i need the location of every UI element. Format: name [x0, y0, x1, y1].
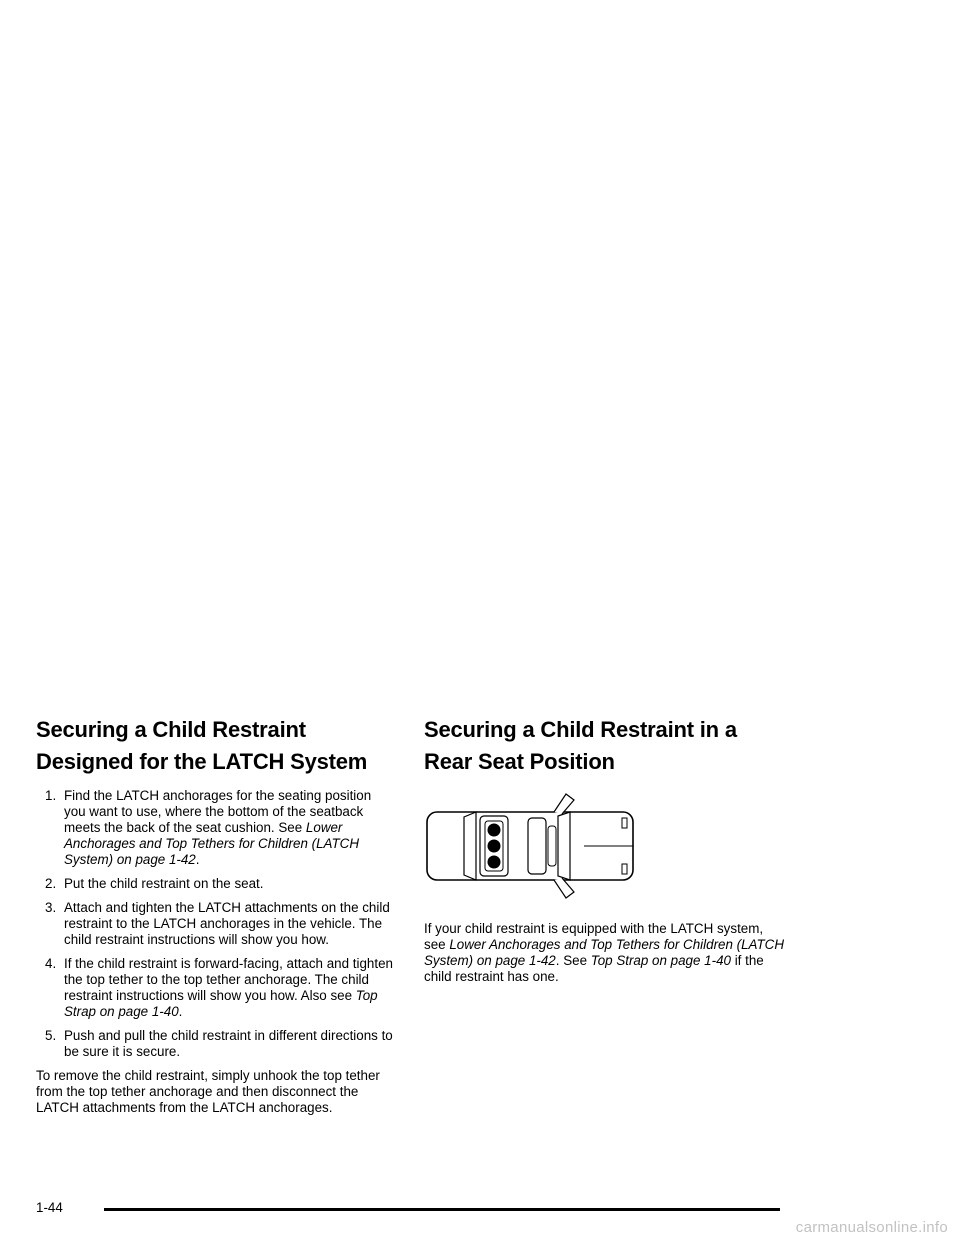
list-item: 1. Find the LATCH anchorages for the seating position you want to use, where the bottom of the seatback meets the back of the seat cushion. See Lower Anchorages and Top Tethers for Children (LATCH System) on page 1-42. — [45, 788, 372, 867]
step-text: Put the child restraint on the seat. — [64, 876, 264, 891]
page-number: 1-44 — [36, 1200, 63, 1215]
left-column — [36, 714, 396, 1116]
list-item — [36, 900, 396, 948]
cross-reference-link[interactable]: Top Strap on page 1-40 — [64, 988, 378, 1019]
cross-reference-link[interactable]: Top Strap on page 1-40 — [590, 953, 731, 968]
latch-steps-list — [36, 788, 396, 1060]
right-column — [424, 714, 784, 985]
step-text: Find the LATCH anchorages for the seating position you want to use, where the bottom of the seatback meets the back of the seat cushion. See — [64, 788, 372, 835]
center-console — [548, 826, 556, 866]
footer-rule — [104, 1208, 780, 1211]
cross-reference-link[interactable]: Lower Anchorages and Top Tethers for Children (LATCH System) on page 1-42 — [424, 937, 785, 968]
right-mirror — [554, 878, 574, 898]
rear-window — [464, 812, 476, 880]
list-item — [36, 1028, 396, 1060]
front-seats — [528, 818, 546, 874]
rear-seat-section-heading: Securing a Child Restraint in a Rear Seat Position — [424, 717, 737, 774]
latch-section-heading: Securing a Child Restraint Designed for the LATCH System — [36, 717, 368, 774]
child-restraint-center-icon — [488, 840, 501, 853]
left-mirror — [554, 794, 574, 814]
step-number: 4. — [45, 956, 57, 971]
step-text: Attach and tighten the LATCH attachments on the child restraint to the LATCH anchorages in the vehicle. The child restraint instructions will show you how. — [64, 900, 390, 947]
child-restraint-left-icon — [488, 824, 501, 837]
headlight-left — [622, 818, 627, 828]
headlight-right — [622, 864, 627, 874]
cross-reference-link[interactable]: Lower Anchorages and Top Tethers for Children (LATCH System) on page 1-42 — [64, 820, 359, 867]
step-number: 2. — [45, 876, 57, 891]
watermark: carmanualsonline.info — [795, 1219, 948, 1236]
list-item: 4. If the child restraint is forward-facing, attach and tighten the top tether to the top tether anchorage. The child restraint instructions will show you how. Also see Top Strap on page 1-40. — [45, 956, 393, 1019]
removal-instructions: To remove the child restraint, simply unhook the top tether from the top tether anchorage and then disconnect the LATCH attachments from the LATCH anchorages. — [36, 1068, 380, 1115]
step-number: 1. — [45, 788, 57, 803]
rear-seat-instructions: If your child restraint is equipped with the LATCH system, see Lower Anchorages and Top Tethers for Children (LATCH System) on page 1-42. See Top Strap on page 1-40 if the child restraint has one. — [424, 921, 785, 984]
list-item — [36, 876, 396, 892]
step-text: Push and pull the child restraint in different directions to be sure it is secure. — [64, 1028, 393, 1059]
child-restraint-right-icon — [488, 856, 501, 869]
vehicle-top-view-diagram — [424, 790, 636, 900]
step-number: 5. — [45, 1028, 57, 1043]
windshield — [558, 812, 570, 880]
step-text: If the child restraint is forward-facing, attach and tighten the top tether to the top tether anchorage. The child restraint instructions will show you how. Also see — [64, 956, 393, 1003]
step-number: 3. — [45, 900, 57, 915]
